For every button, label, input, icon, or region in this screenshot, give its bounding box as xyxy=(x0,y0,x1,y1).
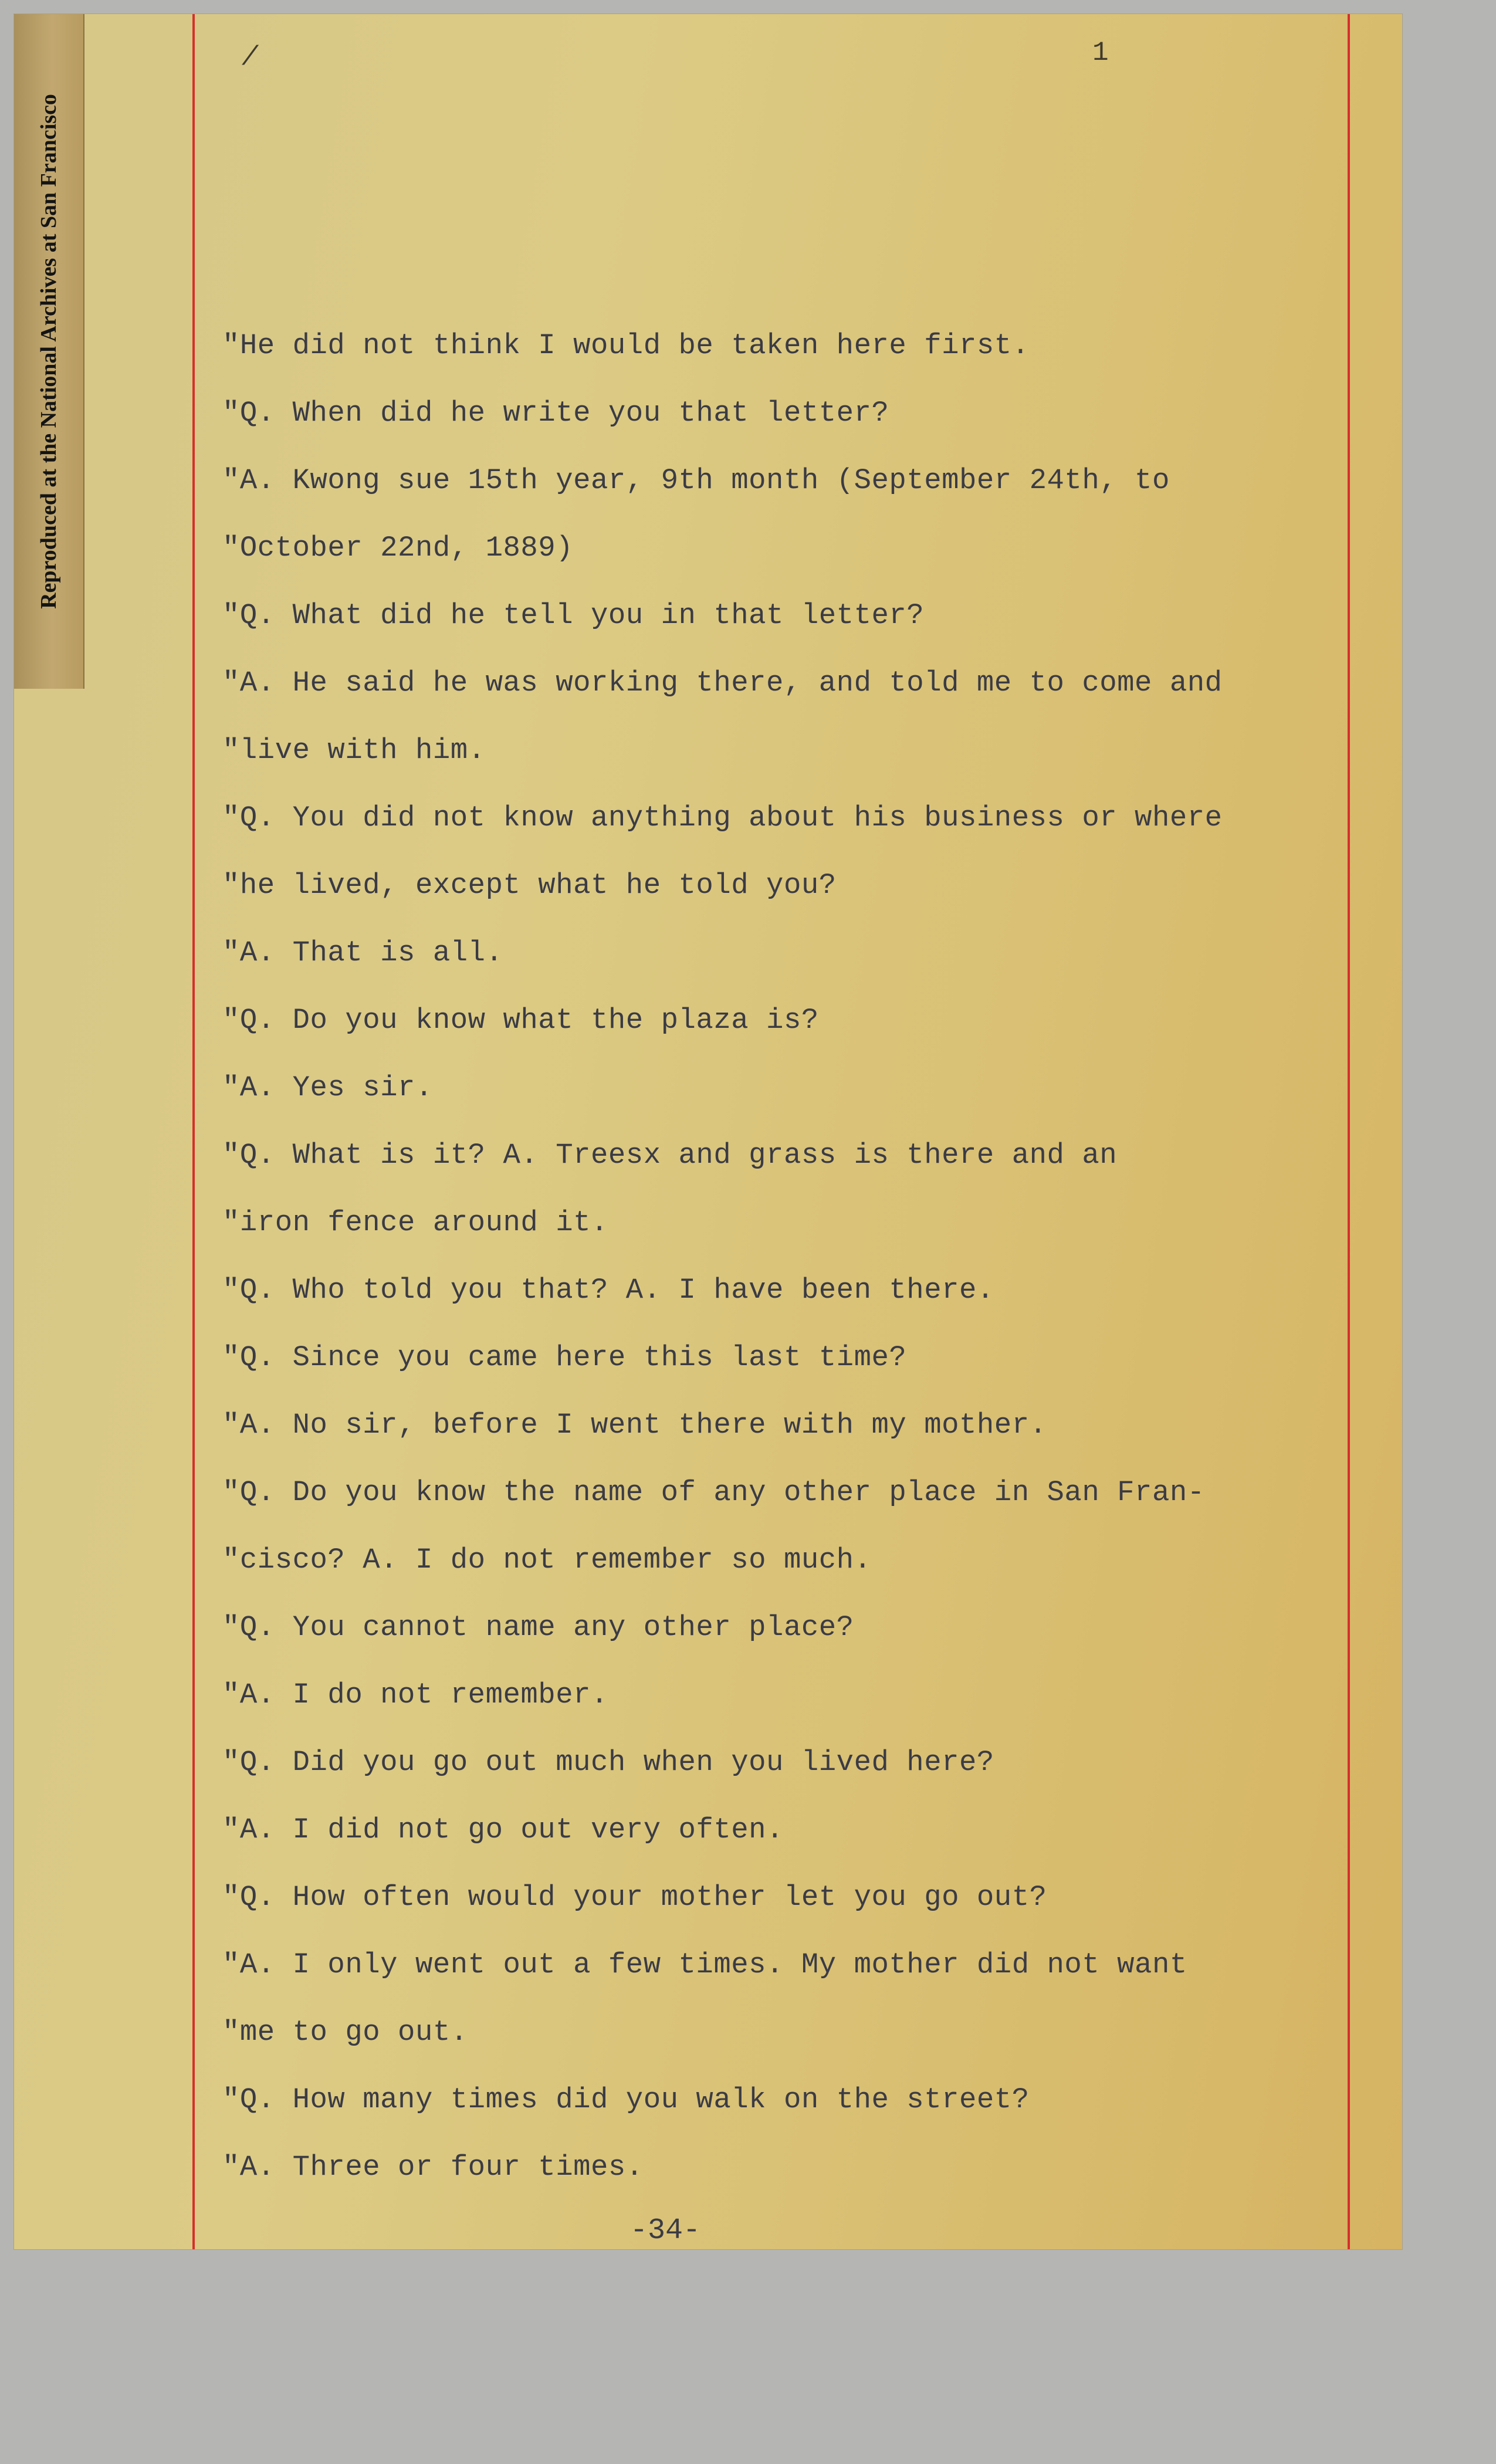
transcript-line: "iron fence around it. xyxy=(222,1206,608,1239)
transcript-line: "He did not think I would be taken here first. xyxy=(222,329,1030,362)
transcript-line: "Q. What did he tell you in that letter? xyxy=(222,599,925,632)
transcript-body xyxy=(222,312,1325,2201)
transcript-line: "A. I do not remember. xyxy=(222,1678,608,1711)
transcript-line: "October 22nd, 1889) xyxy=(222,532,574,564)
transcript-line: "live with him. xyxy=(222,734,486,767)
transcript-line: "Q. What is it? A. Treesx and grass is there and an xyxy=(222,1139,1118,1172)
transcript-line: "A. Three or four times. xyxy=(222,2151,644,2184)
document-page xyxy=(14,14,1402,2249)
transcript-line: "me to go out. xyxy=(222,2016,468,2049)
corner-mark-left: / xyxy=(242,42,258,73)
transcript-line: "Q. You did not know anything about his business or where xyxy=(222,801,1223,834)
transcript-line: "A. I did not go out very often. xyxy=(222,1813,784,1846)
page-number: -34- xyxy=(630,2214,701,2248)
transcript-line: "Q. When did he write you that letter? xyxy=(222,397,889,429)
transcript-line: "Q. Who told you that? A. I have been there. xyxy=(222,1274,994,1307)
transcript-line: "Q. Do you know the name of any other place in San Fran- xyxy=(222,1476,1205,1509)
corner-mark-right: 1 xyxy=(1092,38,1109,68)
transcript-line: "A. I only went out a few times. My mother did not want xyxy=(222,1948,1187,1981)
transcript-line: "Q. How many times did you walk on the street? xyxy=(222,2083,1030,2116)
transcript-line: "A. He said he was working there, and told me to come and xyxy=(222,666,1223,699)
right-margin-line xyxy=(1348,14,1350,2249)
transcript-line: "Q. How often would your mother let you go out? xyxy=(222,1881,1047,1914)
transcript-line: "A. No sir, before I went there with my mother. xyxy=(222,1409,1047,1441)
archive-stamp-text: Reproduced at the National Archives at San Francisco xyxy=(36,94,61,609)
transcript-line: "Q. Since you came here this last time? xyxy=(222,1341,907,1374)
transcript-line: "A. Kwong sue 15th year, 9th month (September 24th, to xyxy=(222,464,1170,497)
transcript-line: "he lived, except what he told you? xyxy=(222,869,837,902)
transcript-line: "Q. Did you go out much when you lived here? xyxy=(222,1746,994,1779)
transcript-line: "A. Yes sir. xyxy=(222,1071,433,1104)
transcript-line: "cisco? A. I do not remember so much. xyxy=(222,1544,872,1576)
transcript-line: "Q. Do you know what the plaza is? xyxy=(222,1004,819,1037)
transcript-line: "Q. You cannot name any other place? xyxy=(222,1611,854,1644)
archive-stamp xyxy=(14,14,84,689)
left-margin-line xyxy=(192,14,195,2249)
transcript-line: "A. That is all. xyxy=(222,936,503,969)
